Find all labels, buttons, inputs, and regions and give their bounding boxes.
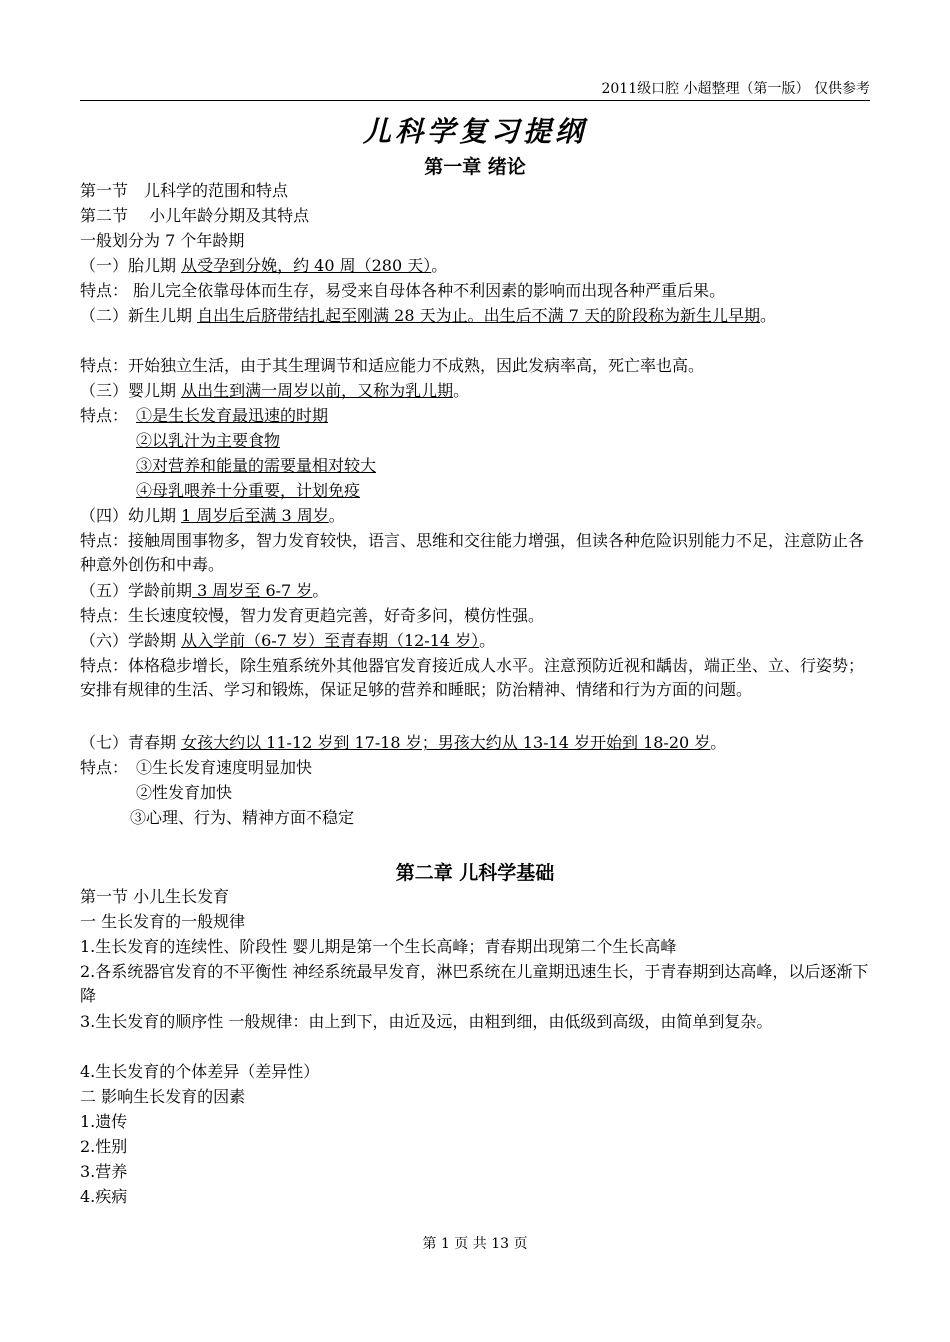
adolescence-feature-2: ②性发育加快	[136, 783, 233, 802]
adolescence-feature-1: ①生长发育速度明显加快	[136, 758, 313, 777]
infant-feature-1: ①是生长发育最迅速的时期	[136, 406, 329, 425]
growth-rules-heading: 一 生长发育的一般规律	[80, 912, 246, 931]
page-header: 2011级口腔 小超整理（第一版） 仅供参考	[601, 81, 870, 97]
growth-rule-2: 2.各系统器官发育的不平衡性 神经系统最早发育，淋巴系统在儿童期迅速生长，于青春期到达高峰，以后逐渐下降	[80, 962, 869, 1005]
growth-factors-heading: 二 影响生长发育的因素	[80, 1087, 246, 1106]
period-neonatal-features: 特点：开始独立生活，由于其生理调节和适应能力不成熟，因此发病率高，死亡率也高。	[80, 356, 705, 375]
growth-factor-4: 4.疾病	[80, 1187, 128, 1206]
period-fetal: （一）胎儿期 从受孕到分娩，约 40 周（280 天）。	[80, 256, 448, 275]
period-school-features: 特点：体格稳步增长，除生殖系统外其他器官发育接近成人水平。注意预防近视和龋齿，端正坐、立、行姿势；安排有规律的生活、学习和锻炼，保证足够的营养和睡眠；防治精神、情绪和行为方面的问题。	[80, 656, 865, 699]
growth-factor-2: 2.性别	[80, 1137, 128, 1156]
period-fetal-features: 特点： 胎儿完全依靠母体而生存，易受来自母体各种不利因素的影响而出现各种严重后果。	[80, 281, 726, 300]
period-adolescence-features-label: 特点：	[80, 758, 129, 777]
header-rule	[80, 100, 870, 101]
period-preschool: （五）学龄前期 3 周岁至 6-7 岁。	[80, 581, 329, 600]
document-title: 儿科学复习提纲	[362, 115, 587, 148]
period-preschool-features: 特点：生长速度较慢，智力发育更趋完善，好奇多问，模仿性强。	[80, 606, 545, 625]
growth-factor-1: 1.遗传	[80, 1112, 128, 1131]
infant-feature-4: ④母乳喂养十分重要，计划免疫	[136, 481, 361, 500]
adolescence-feature-3: ③心理、行为、精神方面不稳定	[130, 808, 355, 827]
growth-rule-4: 4.生长发育的个体差异（差异性）	[80, 1062, 320, 1081]
period-school: （六）学龄期 从入学前（6-7 岁）至青春期（12-14 岁）。	[80, 631, 496, 650]
section-1-2: 第二节 小儿年龄分期及其特点	[80, 206, 310, 225]
period-infant-features-label: 特点：	[80, 406, 129, 425]
age-period-intro: 一般划分为 7 个年龄期	[80, 231, 245, 250]
page-footer: 第 1 页 共 13 页	[422, 1236, 528, 1252]
section-1-1: 第一节 儿科学的范围和特点	[80, 181, 289, 200]
section-2-1: 第一节 小儿生长发育	[80, 887, 230, 906]
growth-rule-3: 3.生长发育的顺序性 一般规律：由上到下，由近及远，由粗到细，由低级到高级，由简单到复杂。	[80, 1012, 773, 1031]
period-toddler-features: 特点：接触周围事物多，智力发育较快，语言、思维和交往能力增强，但读各种危险识别能力不足，注意防止各种意外创伤和中毒。	[80, 531, 865, 574]
period-toddler: （四）幼儿期 1 周岁后至满 3 周岁。	[80, 506, 345, 525]
growth-factor-3: 3.营养	[80, 1162, 128, 1181]
chapter-1-heading: 第一章 绪论	[424, 156, 526, 178]
period-neonatal: （二）新生儿期 自出生后脐带结扎起至刚满 28 天为止。出生后不满 7 天的阶段称为新生儿早期。	[80, 306, 776, 325]
infant-feature-3: ③对营养和能量的需要量相对较大	[136, 456, 377, 475]
period-infant: （三）婴儿期 从出生到满一周岁以前，又称为乳儿期。	[80, 381, 470, 400]
period-adolescence: （七）青春期 女孩大约以 11-12 岁到 17-18 岁；男孩大约从 13-14 岁开始到 18-20 岁。	[80, 733, 727, 752]
infant-feature-2: ②以乳汁为主要食物	[136, 431, 281, 450]
chapter-2-heading: 第二章 儿科学基础	[395, 862, 555, 884]
growth-rule-1: 1.生长发育的连续性、阶段性 婴儿期是第一个生长高峰；青春期出现第二个生长高峰	[80, 937, 677, 956]
